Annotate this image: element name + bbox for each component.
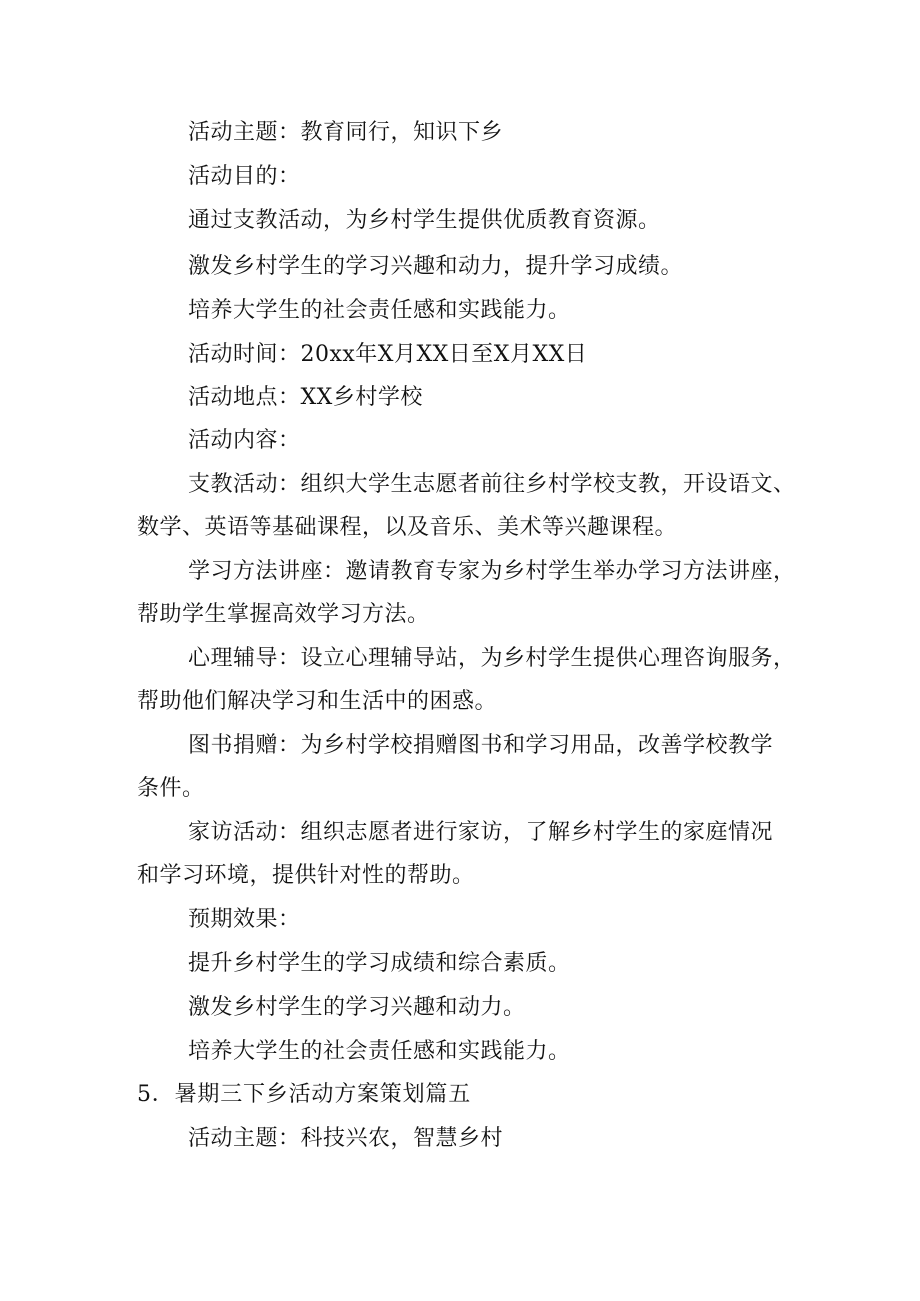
purpose-heading: 活动目的： (188, 164, 301, 189)
purpose-item-2: 激发乡村学生的学习兴趣和动力，提升学习成绩。 (188, 254, 684, 279)
effect-item-1: 提升乡村学生的学习成绩和综合素质。 (188, 951, 571, 976)
time-line: 活动时间：20xx年X月XX日至X月XX日 (188, 342, 588, 367)
content-item-2-line-1: 学习方法讲座：邀请教育专家为乡村学生举办学习方法讲座， (188, 559, 796, 584)
content-item-4-line-1: 图书捐赠：为乡村学校捐赠图书和学习用品，改善学校教学 (188, 733, 774, 758)
next-theme-line: 活动主题：科技兴农，智慧乡村 (188, 1126, 504, 1151)
purpose-item-3: 培养大学生的社会责任感和实践能力。 (188, 298, 571, 323)
content-item-5-line-2: 和学习环境，提供针对性的帮助。 (137, 863, 475, 888)
content-item-1-line-1: 支教活动：组织大学生志愿者前往乡村学校支教，开设语文、 (188, 472, 796, 497)
purpose-item-1: 通过支教活动，为乡村学生提供优质教育资源。 (188, 208, 661, 233)
section-heading: 5．暑期三下乡活动方案策划篇五 (137, 1082, 471, 1107)
content-heading: 活动内容： (188, 428, 301, 453)
content-item-3-line-2: 帮助他们解决学习和生活中的困惑。 (137, 689, 498, 714)
effect-item-3: 培养大学生的社会责任感和实践能力。 (188, 1039, 571, 1064)
effect-item-2: 激发乡村学生的学习兴趣和动力。 (188, 995, 526, 1020)
content-item-4-line-2: 条件。 (137, 776, 205, 801)
effect-heading: 预期效果： (188, 907, 301, 932)
theme-line: 活动主题：教育同行，知识下乡 (188, 120, 504, 145)
content-item-1-line-2: 数学、英语等基础课程，以及音乐、美术等兴趣课程。 (137, 515, 678, 540)
content-item-3-line-1: 心理辅导：设立心理辅导站，为乡村学生提供心理咨询服务， (188, 646, 796, 671)
content-item-2-line-2: 帮助学生掌握高效学习方法。 (137, 602, 430, 627)
location-line: 活动地点：XX乡村学校 (188, 385, 423, 410)
content-item-5-line-1: 家访活动：组织志愿者进行家访，了解乡村学生的家庭情况 (188, 820, 774, 845)
